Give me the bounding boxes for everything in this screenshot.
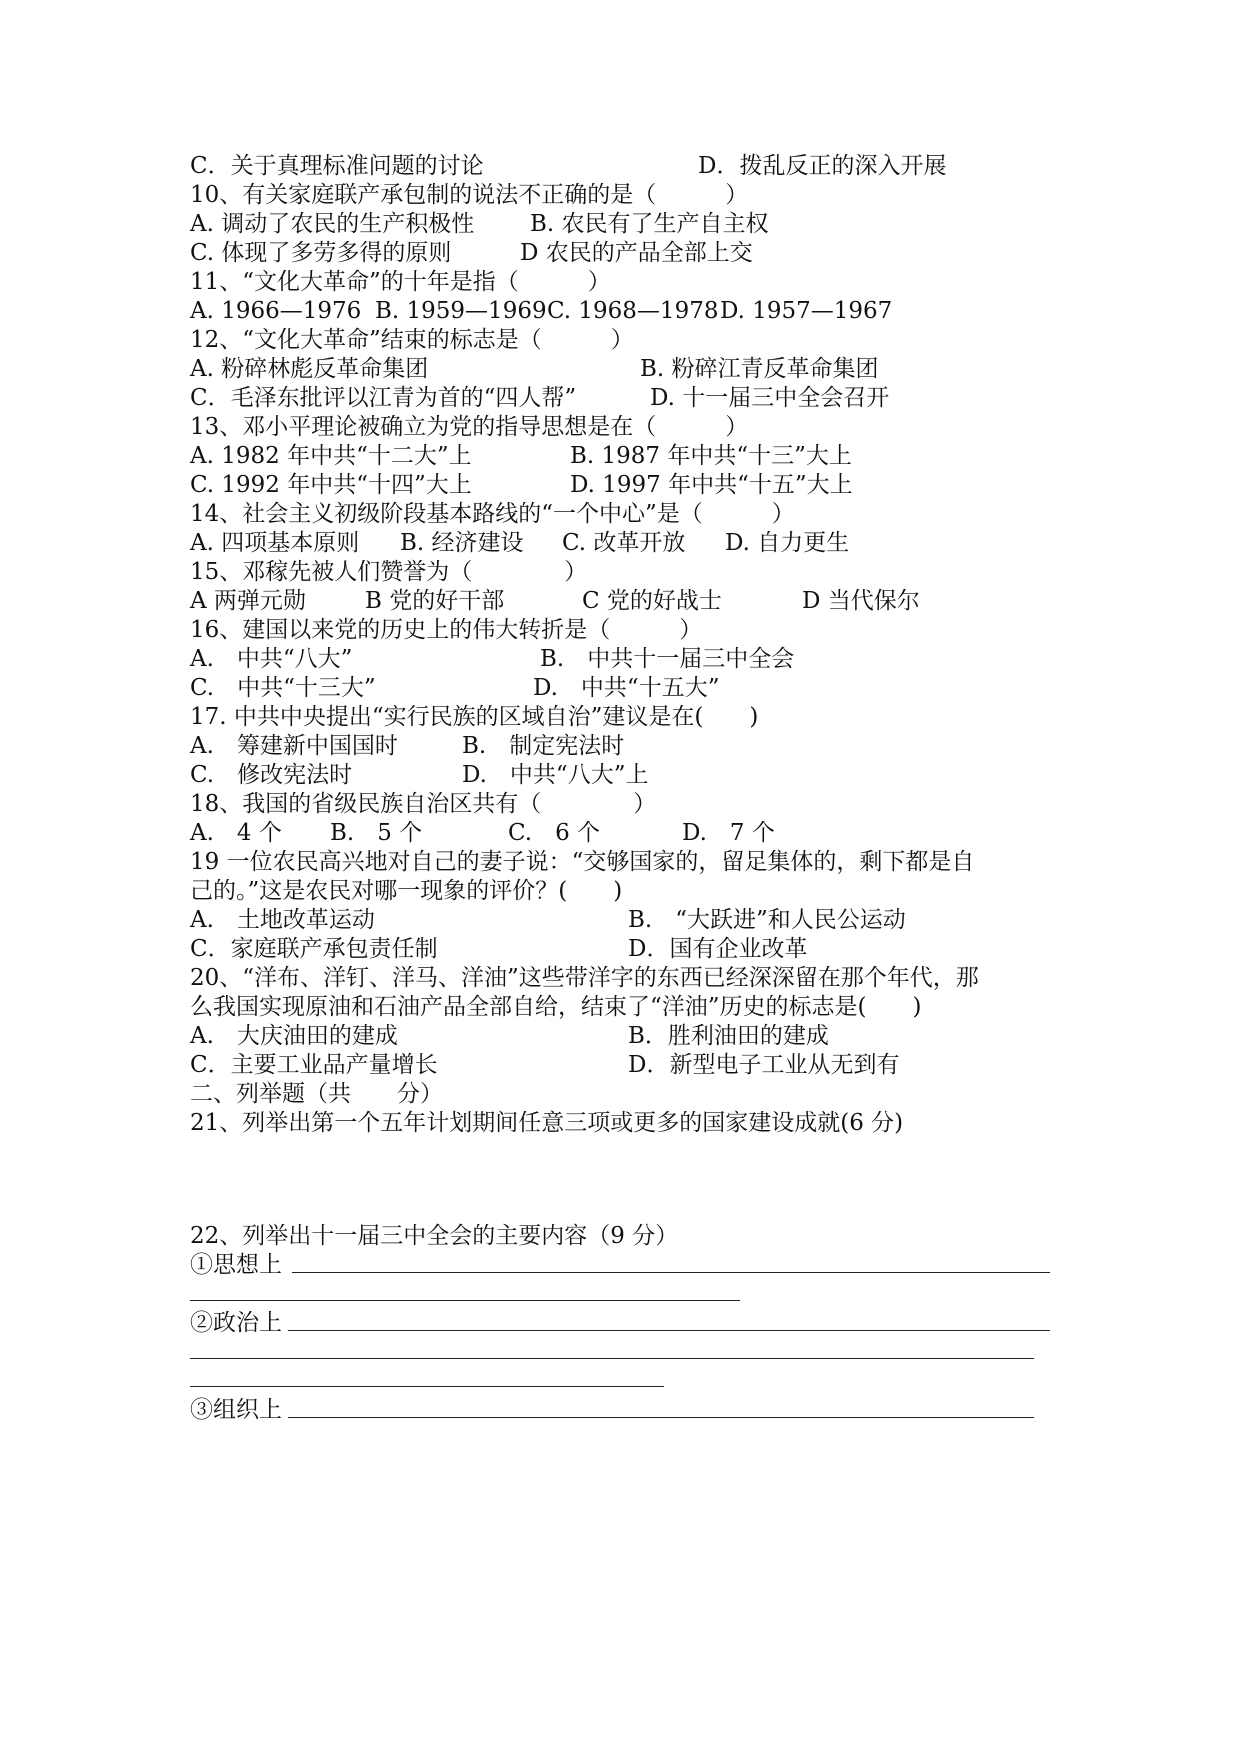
q14-stem: 14、社会主义初级阶段基本路线的“一个中心”是（ ）	[190, 501, 795, 527]
q22-item-thought-label: ①思想上	[190, 1252, 282, 1278]
q11-stem: 11、“文化大革命”的十年是指（ ）	[190, 269, 611, 295]
q13-option-b: B. 1987 年中共“十三”大上	[570, 443, 852, 469]
q16-option-c: C. 中共“十三大”	[190, 675, 376, 701]
q10-stem: 10、有关家庭联产承包制的说法不正确的是（ ）	[190, 182, 749, 208]
q22-answer-line-6[interactable]	[288, 1417, 1034, 1418]
q18-option-d: D. 7 个	[682, 820, 775, 846]
q14-option-b: B. 经济建设	[400, 530, 524, 556]
q16-option-b: B. 中共十一届三中全会	[540, 646, 795, 672]
section-heading: 二、列举题（共 分）	[190, 1081, 443, 1107]
q15-option-d: D 当代保尔	[802, 588, 920, 614]
q19-stem-line1: 19 一位农民高兴地对自己的妻子说：“交够国家的，留足集体的，剩下都是自	[190, 849, 975, 875]
q17-option-a: A. 筹建新中国国时	[190, 733, 398, 759]
q11-option-a: A. 1966—1976	[190, 298, 362, 324]
q15-stem: 15、邓稼先被人们赞誉为（ ）	[190, 559, 588, 585]
q14-option-a: A. 四项基本原则	[190, 530, 360, 556]
q12-option-c: C．毛泽东批评以江青为首的“四人帮”	[190, 385, 577, 411]
q20-option-c: C．主要工业品产量增长	[190, 1052, 438, 1078]
q11-option-c: C. 1968—1978	[547, 298, 719, 324]
q22-item-organization-label: ③组织上	[190, 1397, 282, 1423]
q15-option-a: A 两弹元勋	[190, 588, 306, 614]
q10-option-d: D 农民的产品全部上交	[520, 240, 753, 266]
q20-option-b: B．胜利油田的建成	[628, 1023, 829, 1049]
q17-option-d: D. 中共“八大”上	[462, 762, 649, 788]
q17-option-b: B. 制定宪法时	[462, 733, 625, 759]
q18-option-a: A. 4 个	[190, 820, 282, 846]
q13-option-c: C. 1992 年中共“十四”大上	[190, 472, 472, 498]
q17-stem: 17. 中共中央提出“实行民族的区域自治”建议是在( )	[190, 704, 759, 730]
q22-answer-line-5[interactable]	[190, 1386, 664, 1387]
q13-option-a: A. 1982 年中共“十二大”上	[190, 443, 472, 469]
q12-option-d: D. 十一届三中全会召开	[650, 385, 890, 411]
q12-option-a: A. 粉碎林彪反革命集团	[190, 356, 429, 382]
q16-stem: 16、建国以来党的历史上的伟大转折是（ ）	[190, 617, 703, 643]
q19-option-d: D．国有企业改革	[628, 936, 808, 962]
q22-answer-line-2[interactable]	[190, 1300, 740, 1301]
q14-option-c: C. 改革开放	[562, 530, 686, 556]
q22-answer-line-3[interactable]	[288, 1330, 1050, 1331]
q19-stem-line2: 己的。”这是农民对哪一现象的评价？( )	[190, 878, 623, 904]
q19-option-c: C．家庭联产承包责任制	[190, 936, 438, 962]
q19-option-a: A. 土地改革运动	[190, 907, 375, 933]
q20-stem-line1: 20、“洋布、洋钉、洋马、洋油”这些带洋字的东西已经深深留在那个年代，那	[190, 965, 979, 991]
q11-option-b: B. 1959—1969	[375, 298, 547, 324]
q16-option-d: D. 中共“十五大”	[533, 675, 720, 701]
q20-option-d: D．新型电子工业从无到有	[628, 1052, 900, 1078]
q12-option-b: B. 粉碎江青反革命集团	[640, 356, 879, 382]
q22-stem: 22、列举出十一届三中全会的主要内容（9 分）	[190, 1223, 679, 1249]
q22-item-politics-label: ②政治上	[190, 1310, 282, 1336]
q9-option-d: D．拨乱反正的深入开展	[698, 153, 947, 179]
q16-option-a: A. 中共“八大”	[190, 646, 353, 672]
q13-stem: 13、邓小平理论被确立为党的指导思想是在（ ）	[190, 414, 749, 440]
q18-option-c: C. 6 个	[508, 820, 601, 846]
q13-option-d: D. 1997 年中共“十五”大上	[570, 472, 853, 498]
q22-answer-line-1[interactable]	[292, 1272, 1050, 1273]
q10-option-a: A. 调动了农民的生产积极性	[190, 211, 475, 237]
q15-option-c: C 党的好战士	[582, 588, 722, 614]
q22-answer-line-4[interactable]	[190, 1358, 1034, 1359]
q20-stem-line2: 么我国实现原油和石油产品全部自给，结束了“洋油”历史的标志是( )	[190, 994, 922, 1020]
q11-option-d: D. 1957—1967	[720, 298, 893, 324]
q14-option-d: D. 自力更生	[725, 530, 850, 556]
q9-option-c: C．关于真理标准问题的讨论	[190, 153, 484, 179]
q19-option-b: B. “大跃进”和人民公运动	[628, 907, 906, 933]
q10-option-b: B. 农民有了生产自主权	[530, 211, 769, 237]
q20-option-a: A. 大庆油田的建成	[190, 1023, 398, 1049]
q21-stem: 21、列举出第一个五年计划期间任意三项或更多的国家建设成就(6 分)	[190, 1110, 904, 1136]
q18-option-b: B. 5 个	[330, 820, 423, 846]
q10-option-c: C. 体现了多劳多得的原则	[190, 240, 452, 266]
q12-stem: 12、“文化大革命”结束的标志是（ ）	[190, 327, 634, 353]
q17-option-c: C. 修改宪法时	[190, 762, 353, 788]
q15-option-b: B 党的好干部	[365, 588, 505, 614]
q18-stem: 18、我国的省级民族自治区共有（ ）	[190, 791, 657, 817]
